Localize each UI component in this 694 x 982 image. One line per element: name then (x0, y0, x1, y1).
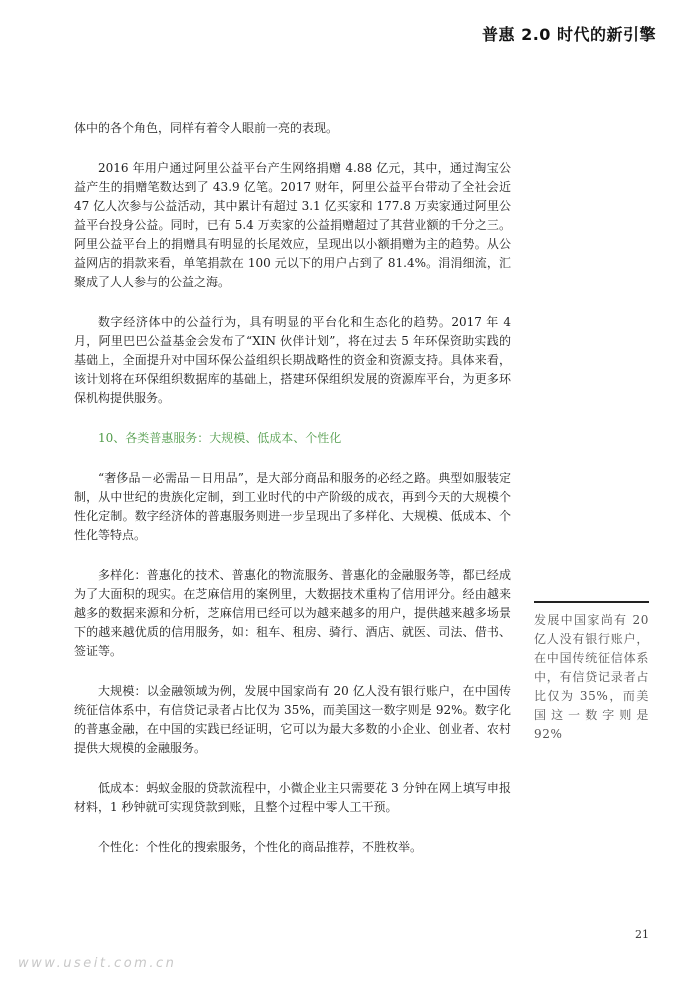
page-number: 21 (635, 928, 649, 941)
paragraph-platform-trend: 数字经济体中的公益行为，具有明显的平台化和生态化的趋势。2017 年 4 月，阿里巴巴公益基金会发布了“XIN 伙伴计划”，将在过去 5 年环保资助实践的基础上，全面提升对中国环保公益组织长期战略性的资金和资源支持。具体来看，该计划将在环保组织数据库的基础上，搭建环保组织发展的资源库平台，为更多环保机构提供服务。 (74, 315, 511, 405)
paragraph-inclusive-services: “奢侈品－必需品－日用品”，是大部分商品和服务的必经之路。典型如服装定制，从中世纪的贵族化定制，到工业时代的中产阶级的成衣，再到今天的大规模个性化定制。数字经济体的普惠服务则进一步呈现出了多样化、大规模、低成本、个性化等特点。 (74, 471, 511, 542)
body-text (74, 119, 511, 878)
paragraph-personalization: 个性化：个性化的搜索服务，个性化的商品推荐，不胜枚举。 (98, 840, 423, 854)
site-watermark: www.useit.com.cn (18, 956, 177, 971)
running-header-title: 普惠 2.0 时代的新引擎 (482, 25, 656, 44)
paragraph-alibaba-donations: 2016 年用户通过阿里公益平台产生网络捐赠 4.88 亿元，其中，通过淘宝公益产生的捐赠笔数达到了 43.9 亿笔。2017 财年，阿里公益平台带动了全社会近 47 亿人次参与公益活动，其中累计有超过 3.1 亿买家和 177.8 万卖家通过阿里公益平台投身公益。同时，已有 5.4 万卖家的公益捐赠超过了其营业额的千分之三。阿里公益平台上的捐赠具有明显的长尾效应，呈现出以小额捐赠为主的趋势。从公益网店的捐款来看，单笔捐款在 100 元以下的用户占到了 81.4%。涓涓细流，汇聚成了人人参与的公益之海。 (74, 161, 511, 289)
paragraph-continuation: 体中的各个角色，同样有着令人眼前一亮的表现。 (74, 121, 339, 135)
sidebar-pull-quote: 发展中国家尚有 20 亿人没有银行账户，在中国传统征信体系中，有信贷记录者占比仅为 35%，而美国这一数字则是 92% (534, 601, 649, 744)
section-heading: 10、各类普惠服务：大规模、低成本、个性化 (98, 431, 342, 445)
paragraph-scale: 大规模：以金融领域为例，发展中国家尚有 20 亿人没有银行账户，在中国传统征信体系中，有信贷记录者占比仅为 35%，而美国这一数字则是 92%。数字化的普惠金融，在中国的实践已经证明，它可以为最大多数的小企业、创业者、农村提供大规模的金融服务。 (74, 684, 511, 755)
paragraph-low-cost: 低成本：蚂蚁金服的贷款流程中，小微企业主只需要花 3 分钟在网上填写申报材料，1 秒钟就可实现贷款到账，且整个过程中零人工干预。 (74, 781, 511, 814)
paragraph-diversity: 多样化：普惠化的技术、普惠化的物流服务、普惠化的金融服务等，都已经成为了大面积的现实。在芝麻信用的案例里，大数据技术重构了信用评分。经由越来越多的数据来源和分析，芝麻信用已经可以为越来越多的用户，提供越来越多场景下的越来越优质的信用服务，如：租车、租房、骑行、酒店、就医、司法、借书、签证等。 (74, 568, 511, 658)
